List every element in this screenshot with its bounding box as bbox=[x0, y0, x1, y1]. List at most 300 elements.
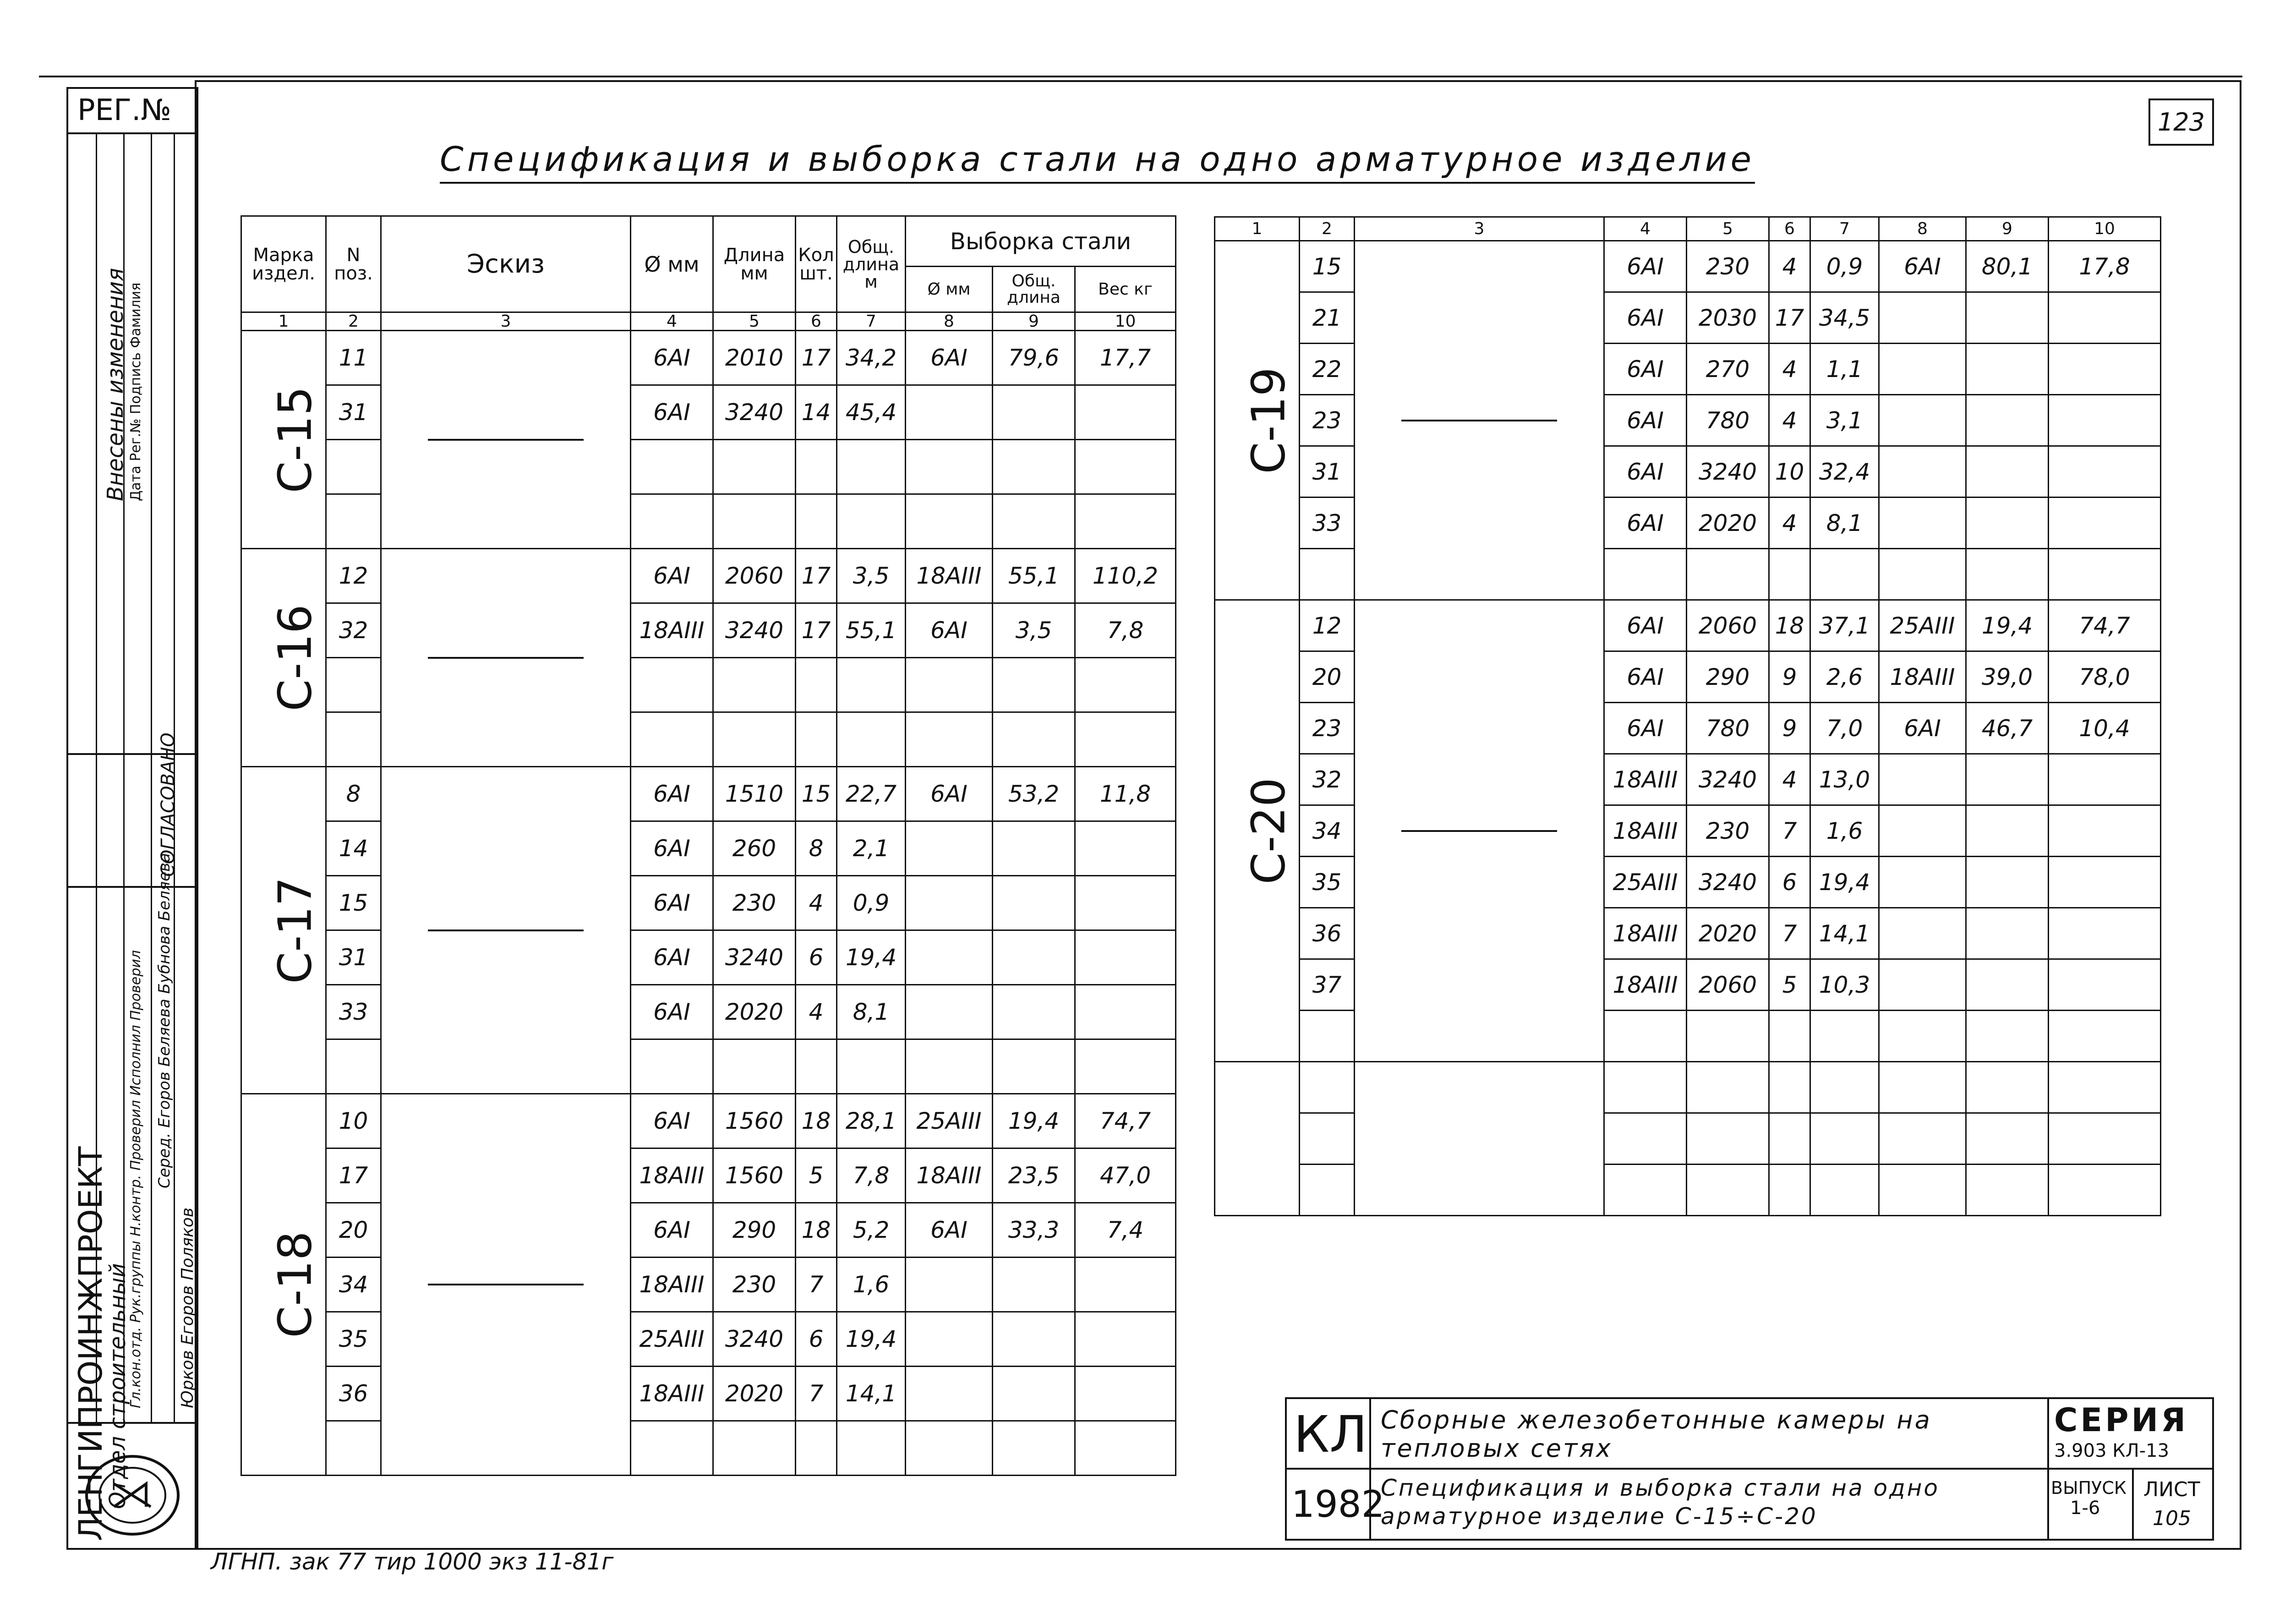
sel-total-cell bbox=[993, 985, 1075, 1039]
sel-total-cell: 80,1 bbox=[1966, 241, 2049, 292]
quantity-cell bbox=[1769, 1113, 1810, 1165]
sel-total-cell bbox=[1966, 1062, 2049, 1113]
sketch-bar-line bbox=[1401, 830, 1557, 832]
product-mark-label: С-16 bbox=[268, 604, 322, 711]
header-sel-total: Общ. длина bbox=[993, 267, 1075, 312]
sel-total-cell bbox=[1966, 549, 2049, 600]
sel-diameter-cell bbox=[906, 821, 993, 876]
right-spec-table bbox=[1214, 216, 2161, 1216]
position-cell: 15 bbox=[326, 876, 381, 930]
sel-weight-cell: 74,7 bbox=[2049, 600, 2161, 651]
quantity-cell: 5 bbox=[1769, 959, 1810, 1011]
quantity-cell bbox=[796, 1421, 837, 1476]
quantity-cell: 4 bbox=[796, 876, 837, 930]
sel-weight-cell bbox=[2049, 498, 2161, 549]
position-cell: 31 bbox=[326, 385, 381, 440]
position-cell: 21 bbox=[1300, 292, 1355, 344]
issue-value: 1-6 bbox=[2070, 1498, 2100, 1519]
quantity-cell: 4 bbox=[1769, 344, 1810, 395]
sel-weight-cell bbox=[2049, 959, 2161, 1011]
table-row bbox=[241, 331, 1176, 385]
sel-diameter-cell bbox=[1879, 805, 1966, 857]
total-length-cell: 45,4 bbox=[837, 385, 906, 440]
sel-diameter-cell bbox=[906, 1367, 993, 1421]
position-cell: 36 bbox=[326, 1367, 381, 1421]
sel-diameter-cell bbox=[906, 385, 993, 440]
title-block-year: 1982 bbox=[1291, 1483, 1385, 1526]
sel-diameter-cell bbox=[1879, 292, 1966, 344]
sel-total-cell bbox=[993, 1367, 1075, 1421]
position-cell: 31 bbox=[326, 930, 381, 985]
length-cell: 270 bbox=[1687, 344, 1769, 395]
diameter-cell bbox=[631, 494, 713, 549]
quantity-cell: 5 bbox=[796, 1148, 837, 1203]
sel-weight-cell bbox=[1075, 1421, 1176, 1476]
quantity-cell: 17 bbox=[1769, 292, 1810, 344]
sel-diameter-cell: 6АI bbox=[906, 1203, 993, 1258]
total-length-cell bbox=[837, 440, 906, 494]
total-length-cell: 0,9 bbox=[1810, 241, 1879, 292]
sel-weight-cell bbox=[1075, 1367, 1176, 1421]
sel-diameter-cell bbox=[1879, 344, 1966, 395]
sel-weight-cell bbox=[2049, 1011, 2161, 1062]
length-cell: 290 bbox=[1687, 651, 1769, 703]
total-length-cell: 34,5 bbox=[1810, 292, 1879, 344]
sel-weight-cell bbox=[2049, 292, 2161, 344]
quantity-cell: 4 bbox=[796, 985, 837, 1039]
quantity-cell bbox=[796, 440, 837, 494]
total-length-cell: 14,1 bbox=[1810, 908, 1879, 959]
sketch-cell bbox=[381, 331, 631, 549]
diameter-cell: 18АIII bbox=[1604, 908, 1687, 959]
sel-total-cell bbox=[1966, 292, 2049, 344]
length-cell: 3240 bbox=[713, 603, 796, 658]
series-label: СЕРИЯ bbox=[2054, 1401, 2188, 1439]
length-cell: 290 bbox=[713, 1203, 796, 1258]
sel-total-cell bbox=[1966, 1011, 2049, 1062]
sel-total-cell bbox=[993, 494, 1075, 549]
quantity-cell bbox=[796, 494, 837, 549]
quantity-cell: 7 bbox=[1769, 908, 1810, 959]
sel-total-cell bbox=[993, 1039, 1075, 1094]
sel-weight-cell bbox=[2049, 805, 2161, 857]
diameter-cell: 6АI bbox=[631, 1094, 713, 1148]
diameter-cell: 18АIII bbox=[631, 1148, 713, 1203]
sel-total-cell: 39,0 bbox=[1966, 651, 2049, 703]
quantity-cell: 18 bbox=[796, 1094, 837, 1148]
product-mark bbox=[241, 549, 326, 767]
total-length-cell: 13,0 bbox=[1810, 754, 1879, 805]
sel-total-cell bbox=[1966, 446, 2049, 498]
product-mark-label: С-20 bbox=[1241, 777, 1296, 885]
diameter-cell: 18АIII bbox=[631, 1258, 713, 1312]
quantity-cell: 8 bbox=[796, 821, 837, 876]
sel-total-cell: 33,3 bbox=[993, 1203, 1075, 1258]
diameter-cell: 6АI bbox=[631, 767, 713, 821]
sel-diameter-cell: 6АI bbox=[1879, 241, 1966, 292]
page-title: Спецификация и выборка стали на одно арматурное изделие bbox=[440, 140, 1755, 184]
diameter-cell: 6АI bbox=[1604, 446, 1687, 498]
sel-total-cell bbox=[1966, 805, 2049, 857]
length-cell: 2030 bbox=[1687, 292, 1769, 344]
quantity-cell bbox=[796, 712, 837, 767]
diameter-cell bbox=[631, 1421, 713, 1476]
length-cell: 3240 bbox=[713, 385, 796, 440]
sketch-cell bbox=[381, 767, 631, 1094]
diameter-cell: 6АI bbox=[631, 985, 713, 1039]
diameter-cell bbox=[1604, 1062, 1687, 1113]
total-length-cell: 28,1 bbox=[837, 1094, 906, 1148]
sel-diameter-cell: 25АIII bbox=[906, 1094, 993, 1148]
header-length: Длина мм bbox=[713, 216, 796, 312]
sketch-cell bbox=[1355, 600, 1604, 1062]
diameter-cell: 6АI bbox=[631, 549, 713, 603]
quantity-cell: 17 bbox=[796, 549, 837, 603]
diameter-cell: 6АI bbox=[1604, 241, 1687, 292]
sel-weight-cell: 7,4 bbox=[1075, 1203, 1176, 1258]
header-total-length: Общ. длина м bbox=[837, 216, 906, 312]
position-cell: 23 bbox=[1300, 703, 1355, 754]
sel-diameter-cell bbox=[1879, 498, 1966, 549]
quantity-cell bbox=[1769, 1165, 1810, 1216]
length-cell: 230 bbox=[1687, 805, 1769, 857]
position-cell: 20 bbox=[1300, 651, 1355, 703]
changes-label: Внесены изменения bbox=[103, 268, 128, 501]
length-cell: 3240 bbox=[1687, 446, 1769, 498]
length-cell: 3240 bbox=[1687, 754, 1769, 805]
sel-weight-cell bbox=[2049, 1062, 2161, 1113]
sel-weight-cell bbox=[1075, 385, 1176, 440]
sel-weight-cell bbox=[1075, 1312, 1176, 1367]
total-length-cell bbox=[1810, 1011, 1879, 1062]
header-sel-weight: Вес кг bbox=[1075, 267, 1176, 312]
sel-total-cell bbox=[1966, 1165, 2049, 1216]
stamp-names-2: Юрков Егоров Поляков bbox=[178, 1207, 197, 1408]
sel-weight-cell: 17,7 bbox=[1075, 331, 1176, 385]
quantity-cell: 17 bbox=[796, 603, 837, 658]
diameter-cell: 6АI bbox=[1604, 292, 1687, 344]
quantity-cell: 15 bbox=[796, 767, 837, 821]
position-cell: 35 bbox=[326, 1312, 381, 1367]
sel-weight-cell bbox=[1075, 1258, 1176, 1312]
sel-diameter-cell bbox=[906, 1421, 993, 1476]
sel-diameter-cell bbox=[906, 658, 993, 712]
sel-total-cell bbox=[993, 1258, 1075, 1312]
diameter-cell bbox=[1604, 1113, 1687, 1165]
sel-diameter-cell: 6АI bbox=[1879, 703, 1966, 754]
position-cell bbox=[326, 658, 381, 712]
diameter-cell: 6АI bbox=[631, 821, 713, 876]
position-cell: 11 bbox=[326, 331, 381, 385]
total-length-cell bbox=[1810, 1113, 1879, 1165]
total-length-cell: 14,1 bbox=[837, 1367, 906, 1421]
diameter-cell: 6АI bbox=[631, 1203, 713, 1258]
sheet-value: 105 bbox=[2153, 1507, 2191, 1530]
position-cell: 37 bbox=[1300, 959, 1355, 1011]
product-mark bbox=[1215, 600, 1300, 1062]
length-cell: 1510 bbox=[713, 767, 796, 821]
total-length-cell bbox=[837, 658, 906, 712]
diameter-cell: 6АI bbox=[1604, 498, 1687, 549]
header-pos: N поз. bbox=[326, 216, 381, 312]
quantity-cell bbox=[796, 658, 837, 712]
length-cell bbox=[1687, 1062, 1769, 1113]
sketch-cell bbox=[381, 549, 631, 767]
sel-weight-cell bbox=[2049, 754, 2161, 805]
length-cell: 3240 bbox=[1687, 857, 1769, 908]
quantity-cell: 7 bbox=[796, 1258, 837, 1312]
sel-diameter-cell bbox=[1879, 549, 1966, 600]
total-length-cell: 2,1 bbox=[837, 821, 906, 876]
total-length-cell bbox=[1810, 1062, 1879, 1113]
header-selection: Выборка стали bbox=[906, 216, 1176, 267]
position-cell: 32 bbox=[1300, 754, 1355, 805]
sel-diameter-cell bbox=[906, 1258, 993, 1312]
quantity-cell: 4 bbox=[1769, 754, 1810, 805]
total-length-cell: 19,4 bbox=[837, 930, 906, 985]
diameter-cell bbox=[631, 1039, 713, 1094]
position-cell bbox=[326, 712, 381, 767]
position-cell bbox=[1300, 1113, 1355, 1165]
quantity-cell: 6 bbox=[1769, 857, 1810, 908]
sel-weight-cell bbox=[2049, 344, 2161, 395]
sel-weight-cell: 17,8 bbox=[2049, 241, 2161, 292]
header-sel-dia: Ø мм bbox=[906, 267, 993, 312]
sel-weight-cell: 47,0 bbox=[1075, 1148, 1176, 1203]
sel-diameter-cell bbox=[1879, 857, 1966, 908]
product-mark bbox=[241, 331, 326, 549]
sel-diameter-cell: 18АIII bbox=[906, 549, 993, 603]
total-length-cell: 0,9 bbox=[837, 876, 906, 930]
sel-weight-cell: 10,4 bbox=[2049, 703, 2161, 754]
length-cell bbox=[1687, 1011, 1769, 1062]
sel-weight-cell bbox=[1075, 876, 1176, 930]
length-cell: 780 bbox=[1687, 703, 1769, 754]
sel-total-cell bbox=[993, 658, 1075, 712]
diameter-cell: 6АI bbox=[1604, 600, 1687, 651]
total-length-cell: 55,1 bbox=[837, 603, 906, 658]
length-cell: 1560 bbox=[713, 1094, 796, 1148]
sel-diameter-cell bbox=[906, 494, 993, 549]
position-cell: 23 bbox=[1300, 395, 1355, 446]
position-cell: 35 bbox=[1300, 857, 1355, 908]
sel-diameter-cell bbox=[906, 1312, 993, 1367]
length-cell bbox=[1687, 1113, 1769, 1165]
stamp-names: Серед. Егоров Беляева Бубнова Беляева bbox=[155, 853, 174, 1188]
title-block-code: КЛ bbox=[1294, 1405, 1367, 1464]
length-cell bbox=[1687, 1165, 1769, 1216]
sketch-bar-line bbox=[428, 439, 584, 441]
sel-total-cell bbox=[993, 930, 1075, 985]
sel-diameter-cell bbox=[1879, 1062, 1966, 1113]
total-length-cell: 1,6 bbox=[837, 1258, 906, 1312]
length-cell: 2020 bbox=[1687, 908, 1769, 959]
total-length-cell: 2,6 bbox=[1810, 651, 1879, 703]
sel-total-cell bbox=[1966, 959, 2049, 1011]
quantity-cell: 17 bbox=[796, 331, 837, 385]
total-length-cell: 5,2 bbox=[837, 1203, 906, 1258]
position-cell bbox=[1300, 1062, 1355, 1113]
length-cell: 2060 bbox=[1687, 600, 1769, 651]
sel-diameter-cell bbox=[906, 1039, 993, 1094]
sel-total-cell bbox=[993, 821, 1075, 876]
sel-weight-cell: 74,7 bbox=[1075, 1094, 1176, 1148]
diameter-cell bbox=[1604, 549, 1687, 600]
total-length-cell: 3,1 bbox=[1810, 395, 1879, 446]
total-length-cell bbox=[837, 1039, 906, 1094]
table-row bbox=[1215, 1062, 2161, 1113]
diameter-cell: 6АI bbox=[1604, 651, 1687, 703]
product-mark-label: С-18 bbox=[268, 1231, 322, 1338]
sel-weight-cell bbox=[2049, 1113, 2161, 1165]
total-length-cell bbox=[837, 712, 906, 767]
sel-diameter-cell bbox=[906, 985, 993, 1039]
diameter-cell: 6АI bbox=[631, 876, 713, 930]
table-row bbox=[241, 549, 1176, 603]
sel-total-cell bbox=[1966, 395, 2049, 446]
total-length-cell: 7,8 bbox=[837, 1148, 906, 1203]
length-cell: 2010 bbox=[713, 331, 796, 385]
sel-weight-cell bbox=[2049, 549, 2161, 600]
sel-weight-cell bbox=[2049, 857, 2161, 908]
diameter-cell: 6АI bbox=[1604, 703, 1687, 754]
side-stamp bbox=[66, 87, 198, 1550]
position-cell: 34 bbox=[1300, 805, 1355, 857]
diameter-cell bbox=[631, 712, 713, 767]
quantity-cell: 18 bbox=[1769, 600, 1810, 651]
total-length-cell: 10,3 bbox=[1810, 959, 1879, 1011]
sel-weight-cell: 11,8 bbox=[1075, 767, 1176, 821]
sel-diameter-cell: 18АIII bbox=[906, 1148, 993, 1203]
sketch-cell bbox=[381, 1094, 631, 1476]
sel-total-cell bbox=[1966, 344, 2049, 395]
sheet-label: ЛИСТ bbox=[2143, 1478, 2200, 1501]
total-length-cell: 22,7 bbox=[837, 767, 906, 821]
table-row bbox=[1215, 600, 2161, 651]
diameter-cell: 6АI bbox=[1604, 344, 1687, 395]
total-length-cell bbox=[1810, 1165, 1879, 1216]
quantity-cell: 4 bbox=[1769, 498, 1810, 549]
sel-total-cell: 23,5 bbox=[993, 1148, 1075, 1203]
org-seal-icon bbox=[77, 1452, 187, 1539]
position-cell: 17 bbox=[326, 1148, 381, 1203]
dept-name: Отдел строительный bbox=[105, 1263, 131, 1509]
total-length-cell bbox=[837, 1421, 906, 1476]
sel-total-cell bbox=[993, 1312, 1075, 1367]
sketch-cell bbox=[1355, 241, 1604, 600]
sel-diameter-cell bbox=[1879, 446, 1966, 498]
sel-diameter-cell bbox=[1879, 395, 1966, 446]
diameter-cell: 6АI bbox=[631, 385, 713, 440]
length-cell bbox=[713, 1039, 796, 1094]
quantity-cell: 18 bbox=[796, 1203, 837, 1258]
title-block bbox=[1285, 1397, 2214, 1541]
total-length-cell bbox=[1810, 549, 1879, 600]
length-cell: 230 bbox=[1687, 241, 1769, 292]
total-length-cell: 19,4 bbox=[837, 1312, 906, 1367]
position-cell: 34 bbox=[326, 1258, 381, 1312]
sketch-cell bbox=[1355, 1062, 1604, 1216]
sketch-bar-line bbox=[428, 1284, 584, 1285]
total-length-cell: 7,0 bbox=[1810, 703, 1879, 754]
product-mark-label: С-17 bbox=[268, 876, 322, 984]
length-cell: 260 bbox=[713, 821, 796, 876]
diameter-cell: 18АIII bbox=[631, 1367, 713, 1421]
left-spec-table bbox=[241, 215, 1176, 1476]
position-cell bbox=[326, 1039, 381, 1094]
sheet-border-top bbox=[39, 76, 2242, 77]
changes-columns: Дата Рег.№ Подпись Фамилия bbox=[128, 282, 144, 501]
position-cell: 22 bbox=[1300, 344, 1355, 395]
diameter-cell: 6АI bbox=[631, 331, 713, 385]
position-cell: 33 bbox=[1300, 498, 1355, 549]
quantity-cell bbox=[1769, 1011, 1810, 1062]
sketch-bar-line bbox=[1401, 420, 1557, 421]
sketch-bar-line bbox=[428, 657, 584, 659]
position-cell: 10 bbox=[326, 1094, 381, 1148]
sel-diameter-cell bbox=[906, 930, 993, 985]
position-cell bbox=[1300, 1011, 1355, 1062]
sel-diameter-cell: 18АIII bbox=[1879, 651, 1966, 703]
length-cell bbox=[713, 440, 796, 494]
sketch-bar-line bbox=[428, 930, 584, 931]
product-mark bbox=[1215, 241, 1300, 600]
title-block-line2: Спецификация и выборка стали на одно арматурное изделие С-15÷С-20 bbox=[1381, 1475, 1940, 1530]
sel-total-cell bbox=[993, 440, 1075, 494]
total-length-cell bbox=[837, 494, 906, 549]
quantity-cell: 9 bbox=[1769, 651, 1810, 703]
position-cell: 36 bbox=[1300, 908, 1355, 959]
quantity-cell: 14 bbox=[796, 385, 837, 440]
page-number: 123 bbox=[2148, 98, 2214, 146]
total-length-cell: 8,1 bbox=[1810, 498, 1879, 549]
diameter-cell: 6АI bbox=[631, 930, 713, 985]
position-cell: 15 bbox=[1300, 241, 1355, 292]
sel-total-cell: 46,7 bbox=[1966, 703, 2049, 754]
sel-weight-cell bbox=[2049, 1165, 2161, 1216]
length-cell: 1560 bbox=[713, 1148, 796, 1203]
product-mark bbox=[1215, 1062, 1300, 1216]
sel-weight-cell bbox=[1075, 821, 1176, 876]
sel-total-cell: 19,4 bbox=[1966, 600, 2049, 651]
reg-no-label: РЕГ.№ bbox=[77, 93, 171, 127]
sel-total-cell bbox=[1966, 1113, 2049, 1165]
header-dia: Ø мм bbox=[631, 216, 713, 312]
sel-total-cell: 19,4 bbox=[993, 1094, 1075, 1148]
quantity-cell: 7 bbox=[796, 1367, 837, 1421]
quantity-cell: 10 bbox=[1769, 446, 1810, 498]
diameter-cell: 25АIII bbox=[631, 1312, 713, 1367]
sel-diameter-cell: 25АIII bbox=[1879, 600, 1966, 651]
total-length-cell: 34,2 bbox=[837, 331, 906, 385]
product-mark-label: С-19 bbox=[1241, 366, 1296, 474]
sel-weight-cell: 7,8 bbox=[1075, 603, 1176, 658]
column-number-row: 1 2 3 4 5 6 7 8 9 10 bbox=[241, 312, 1176, 331]
header-sketch: Эскиз bbox=[381, 216, 631, 312]
sel-diameter-cell bbox=[1879, 1165, 1966, 1216]
org-name: ЛЕНГИПРОИНЖПРОЕКТ bbox=[72, 1146, 109, 1541]
sel-weight-cell bbox=[1075, 1039, 1176, 1094]
length-cell bbox=[1687, 549, 1769, 600]
position-cell bbox=[1300, 549, 1355, 600]
length-cell: 780 bbox=[1687, 395, 1769, 446]
sel-diameter-cell bbox=[1879, 1113, 1966, 1165]
sel-diameter-cell bbox=[1879, 908, 1966, 959]
length-cell: 2060 bbox=[1687, 959, 1769, 1011]
sel-total-cell bbox=[993, 712, 1075, 767]
sel-weight-cell bbox=[1075, 930, 1176, 985]
header-qty: Кол шт. bbox=[796, 216, 837, 312]
